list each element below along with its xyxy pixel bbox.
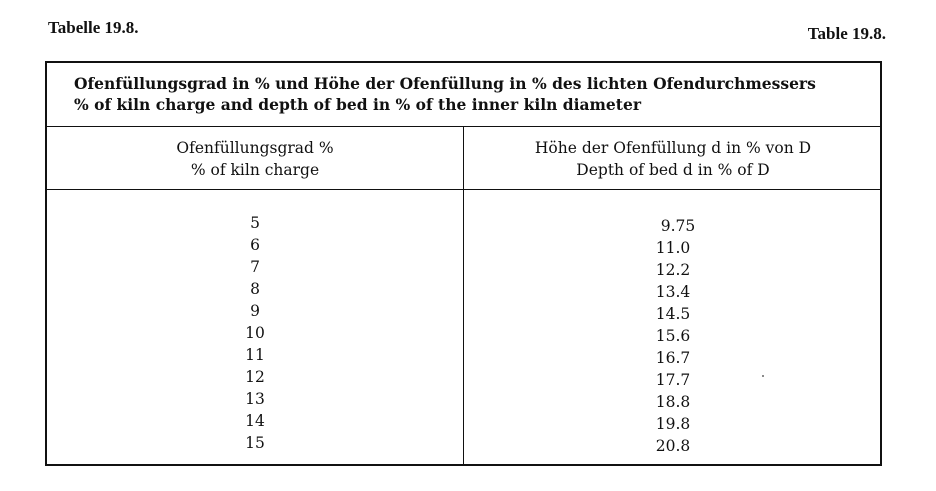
table-cell: 18.8	[655, 393, 691, 411]
kiln-charge-values	[47, 212, 463, 454]
table-cell: 12	[245, 368, 265, 386]
table-cell: 11.0	[655, 239, 691, 257]
depth-of-bed-values	[464, 215, 882, 457]
caption-german: Tabelle 19.8.	[48, 18, 139, 37]
kiln-charge-table	[45, 61, 882, 466]
table-title-english: % of kiln charge and depth of bed in % of the inner kiln diameter	[74, 95, 641, 114]
table-title-german: Ofenfüllungsgrad in % und Höhe der Ofenfüllung in % des lichten Ofendurchmessers	[74, 74, 816, 93]
table-cell: 9.75	[660, 217, 696, 235]
table-cell: 8	[250, 280, 260, 298]
table-cell: 10	[245, 324, 265, 342]
column-header-english: % of kiln charge	[190, 161, 320, 179]
table-cell: 14.5	[655, 305, 691, 323]
column-header-depth-of-bed	[464, 137, 882, 181]
table-cell: 20.8	[655, 437, 691, 455]
table-cell: 16.7	[655, 349, 691, 367]
table-cell: 11	[245, 346, 265, 364]
table-cell: 17.7	[655, 371, 691, 389]
table-cell: 13.4	[655, 283, 691, 301]
table-cell: 13	[245, 390, 265, 408]
table-cell: 5	[250, 214, 260, 232]
column-header-kiln-charge	[47, 137, 463, 181]
table-cell: 19.8	[655, 415, 691, 433]
column-header-german: Höhe der Ofenfüllung d in % von D	[534, 139, 812, 157]
table-cell: 6	[250, 236, 260, 254]
column-header-german: Ofenfüllungsgrad %	[176, 139, 334, 157]
column-header-english: Depth of bed d in % of D	[576, 161, 770, 179]
table-cell: 15.6	[655, 327, 691, 345]
table-cell: 15	[245, 434, 265, 452]
table-cell: 9	[250, 302, 260, 320]
caption-english: Table 19.8.	[807, 24, 886, 43]
table-cell: 12.2	[655, 261, 691, 279]
table-cell: 7	[250, 258, 260, 276]
scan-speck	[762, 375, 764, 377]
table-title	[47, 63, 880, 127]
table-cell: 14	[245, 412, 265, 430]
